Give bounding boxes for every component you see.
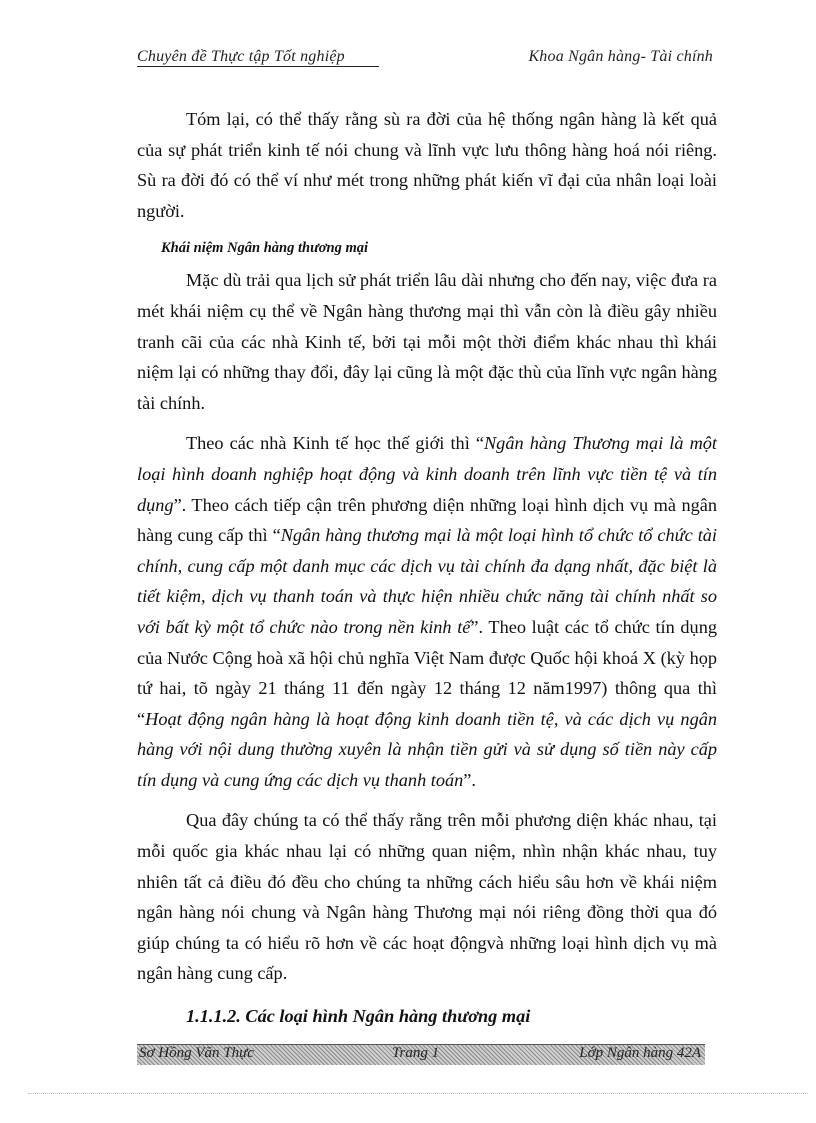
p3-quote-3: Hoạt động ngân hàng là hoạt động kinh doanh tiền tệ, và các dịch vụ ngân hàng với nội dung thường xuyên là nhận tiền gửi và sử dụng số tiền này cấp tín dụng và cung ứng các dịch vụ thanh toán	[137, 708, 717, 790]
page-boundary	[28, 1093, 808, 1094]
footer-page-number: Trang 1	[392, 1045, 440, 1061]
paragraph-4: Qua đây chúng ta có thể thấy rằng trên mỗi phương diện khác nhau, tại mỗi quốc gia khác nhau lại có những quan niệm, nhìn nhận khác nhau, tuy nhiên tất cả điều đó đều cho chúng ta những cách hiểu sâu hơn về khái niệm ngân hàng nói chung và Ngân hàng Thương mại nói riêng đồng thời qua đó giúp chúng ta có hiểu rõ hơn về các hoạt độngvà những loại hình dịch vụ mà ngân hàng cung cấp.	[137, 810, 717, 984]
paragraph-3	[137, 428, 717, 795]
p3-text-a: Theo các nhà Kinh tế học thế giới thì “	[186, 433, 484, 454]
page-header	[137, 44, 713, 70]
p3-text-c: ”. Theo luật các tổ chức tín dụng của Nước Cộng hoà xã hội chủ nghĩa Việt Nam được Quốc hội khoá X (kỳ họp tứ hai, tõ ngày 21 tháng 11 đến ngày 12 tháng 12 năm1997) thông qua thì “	[137, 616, 717, 729]
footer-class: Lớp Ngân hàng 42A	[579, 1045, 701, 1061]
subheading-definition: Khái niệm Ngân hàng thương mại	[161, 240, 369, 257]
paragraph-2: Mặc dù trải qua lịch sử phát triển lâu dài nhưng cho đến nay, việc đưa ra mét khái niệm cụ thể về Ngân hàng thương mại thì vẫn còn là điều gây nhiều tranh cãi của các nhà Kinh tế, bởi tại mỗi một thời điểm khác nhau thì khái niệm lại có những thay đổi, đây lại cũng là một đặc thù của lĩnh vực ngân hàng tài chính.	[137, 270, 717, 413]
section-heading-1-1-1-2: 1.1.1.2. Các loại hình Ngân hàng thương mại	[186, 1006, 531, 1027]
p3-text-b: ”. Theo cách tiếp cận trên phương diện những loại hình dịch vụ mà ngân hàng cung cấp thì “	[137, 494, 717, 546]
paragraph-1: Tóm lại, có thể thấy rằng sù ra đời của hệ thống ngân hàng là kết quả của sự phát triển kinh tế nói chung và lĩnh vực lưu thông hàng hoá nói riêng. Sù ra đời đó có thể ví như mét trong những phát kiến vĩ đại của nhân loại loài người.	[137, 109, 717, 221]
p3-quote-1: Ngân hàng Thương mại là một loại hình doanh nghiệp hoạt động và kinh doanh trên lĩnh vực tiền tệ và tín dụng	[137, 433, 717, 515]
header-left-text: Chuyên đề Thực tập Tốt nghiệp	[137, 48, 379, 67]
p3-quote-2: Ngân hàng thương mại là một loại hình tổ chức tổ chức tài chính, cung cấp một danh mục các dịch vụ tài chính đa dạng nhất, đặc biệt là tiết kiệm, dịch vụ thanh toán và thực hiện nhiều chức năng tài chính nhất so với bất kỳ một tổ chức nào trong nền kinh tế	[137, 525, 717, 637]
page-footer	[137, 1044, 705, 1065]
header-right-text: Khoa Ngân hàng- Tài chính	[528, 48, 713, 65]
footer-author: Sơ Hồng Văn Thực	[139, 1045, 254, 1061]
document-body	[137, 104, 717, 1032]
p3-text-d: ”.	[463, 769, 476, 790]
